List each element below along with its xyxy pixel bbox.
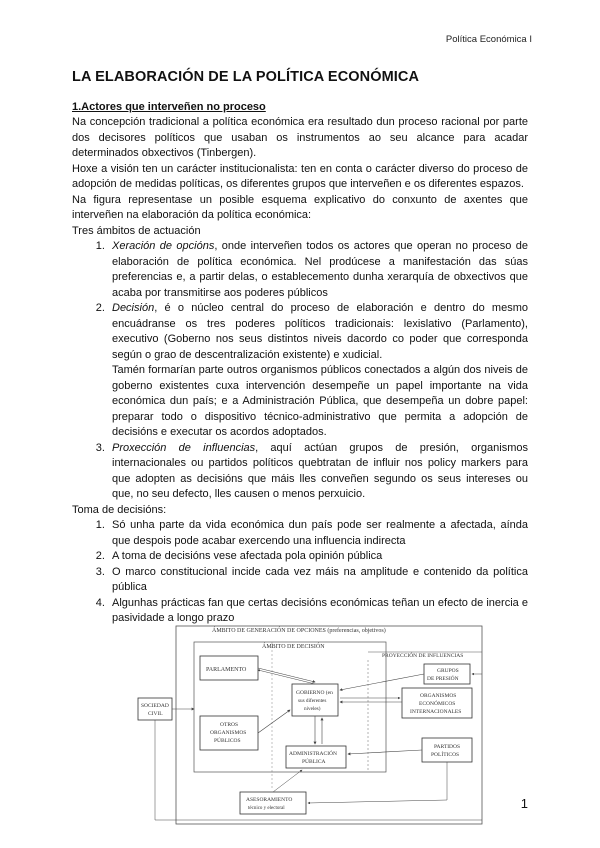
- ambito-term: Proxección de influencias: [112, 441, 256, 454]
- arrow: [308, 800, 447, 803]
- organismos-int-label-2: ECONÓMICOS: [419, 701, 456, 707]
- sociedad-label-2: CIVIL: [148, 711, 163, 717]
- influence-label: PROYECCIÓN DE INFLUENCIAS: [382, 653, 464, 659]
- ambito-extra: Tamén formarían parte outros organismos públicos conectados a algún dos niveis de goberno existentes cuxa intervención desempeñe un papel importante na vida económica dun país; e a Administración Pública, que desempeña un dobre papel: preparar todo o dispositivo técnico-administrativo que permita a adopción de decisións e executar os acordos adoptados.: [112, 364, 528, 438]
- arrow: [273, 770, 302, 792]
- actors-diagram: [132, 620, 532, 832]
- ambito-text: , onde interveñen todos os actores que operan no proceso de elaboración de política económica. Nel prodúcese a manifestación das súas preferencias e, a partir delas, o establecemento dunha xerarquía de obxectivos que acaba por transmitirse aos poderes públicos: [112, 240, 528, 299]
- grupos-label-2: DE PRESIÓN: [427, 676, 459, 682]
- ambitos-label: Tres ámbitos de actuación: [72, 224, 201, 237]
- list-item: 2. A toma de decisións vese afectada pola opinión pública: [108, 549, 528, 565]
- arrow: [258, 670, 315, 684]
- arrow: [258, 710, 290, 733]
- organismos-int-label-1: ORGANISMOS: [420, 693, 457, 699]
- partidos-label-2: POLÍTICOS: [431, 752, 460, 758]
- ambito-term: Decisión: [112, 302, 155, 314]
- parlamento-label: PARLAMENTO: [206, 667, 247, 673]
- toma-list: [72, 518, 528, 627]
- list-item: 4. Algunhas prácticas fan que certas decisións económicas teñan un efecto de inercia e pasividade a longo prazo: [108, 596, 528, 627]
- list-item: 3. O marco constitucional incide cada vez máis na amplitude e contenido da política pública: [108, 565, 528, 596]
- list-item: [108, 301, 528, 441]
- arrow: [340, 674, 424, 690]
- document-title: LA ELABORACIÓN DE LA POLÍTICA ECONÓMICA: [72, 69, 420, 85]
- otros-label-3: PÚBLICOS: [214, 738, 241, 744]
- administracion-label-1: ADMINISTRACIÓN: [289, 751, 337, 757]
- list-item: [108, 441, 528, 503]
- running-header: Política Económica I: [445, 34, 532, 45]
- list-item: 1. Só unha parte da vida económica dun país pode ser realmente a afectada, aínda que despois pode acabar exercendo una influencia indirecta: [108, 518, 528, 549]
- asesoramiento-label-2: técnico y electoral: [248, 806, 285, 811]
- document-body: [72, 70, 528, 627]
- asesoramiento-label-1: ASESORAMIENTO: [246, 797, 293, 803]
- gobierno-label-3: niveles): [304, 706, 321, 712]
- section-heading: 1.Actores que interveñen no proceso: [72, 100, 266, 113]
- gobierno-label-1: GOBIERNO (en: [296, 690, 333, 696]
- paragraph-figura: Na figura representase un posible esquema explicativo do conxunto de axentes que interveñen na elaboración da política económica:: [72, 193, 528, 221]
- ambito-text: , é o núcleo central do proceso de elaboración e dentro do mesmo encuádranse os tres poderes políticos tradicionais: lexislativo (Parlamento), executivo (Goberno nos seus distintos niveis dacordo co poder que corresponda según o grao de descentralización existente) e xudicial.: [112, 302, 528, 361]
- ambito-text: , aquí actúan grupos de presión, organismos internacionales ou partidos políticos quebtratan de influir nos policy markers para que adopten as decisións que máis lles conveñen segundo os seus intereses ou que, no seu defecto, lles causen o menos perxuicio.: [112, 441, 528, 500]
- paragraph-tradicional: Na concepción tradicional a política económica era resultado dun proceso racional por parte dos decisores políticos que usaban os instrumentos ao seu alcance para acadar determinados obxectivos (Tinbergen).: [72, 116, 528, 159]
- arrow: [348, 750, 422, 754]
- ambitos-list: [72, 239, 528, 503]
- list-item: [108, 239, 528, 301]
- toma-label: Toma de decisións:: [72, 503, 167, 516]
- paragraph-institucionalista: Hoxe a visión ten un carácter institucionalista: ten en conta o carácter diverso do proceso de adopción de medidas políticas, os diferentes grupos que interveñen e os diferentes espazos.: [72, 162, 528, 190]
- outer-label: ÁMBITO DE GENERACIÓN DE OPCIONES (preferencias, objetivos): [212, 628, 386, 634]
- arrow: [258, 668, 315, 682]
- administracion-label-2: PÚBLICA: [302, 759, 326, 765]
- partidos-label-1: PARTIDOS: [434, 744, 461, 750]
- sociedad-label-1: SOCIEDAD: [141, 703, 169, 709]
- page-number: 1: [520, 796, 528, 811]
- decision-label: ÁMBITO DE DECISIÓN: [262, 644, 325, 650]
- ambito-term: Xeración de opcións: [112, 240, 215, 252]
- gobierno-label-2: sus diferentes: [298, 698, 327, 704]
- otros-label-1: OTROS: [220, 722, 239, 728]
- grupos-label-1: GRUPOS: [437, 668, 459, 674]
- organismos-int-label-3: INTERNACIONALES: [410, 709, 462, 715]
- partidos-box: [422, 738, 472, 762]
- otros-label-2: ORGANISMOS: [210, 730, 247, 736]
